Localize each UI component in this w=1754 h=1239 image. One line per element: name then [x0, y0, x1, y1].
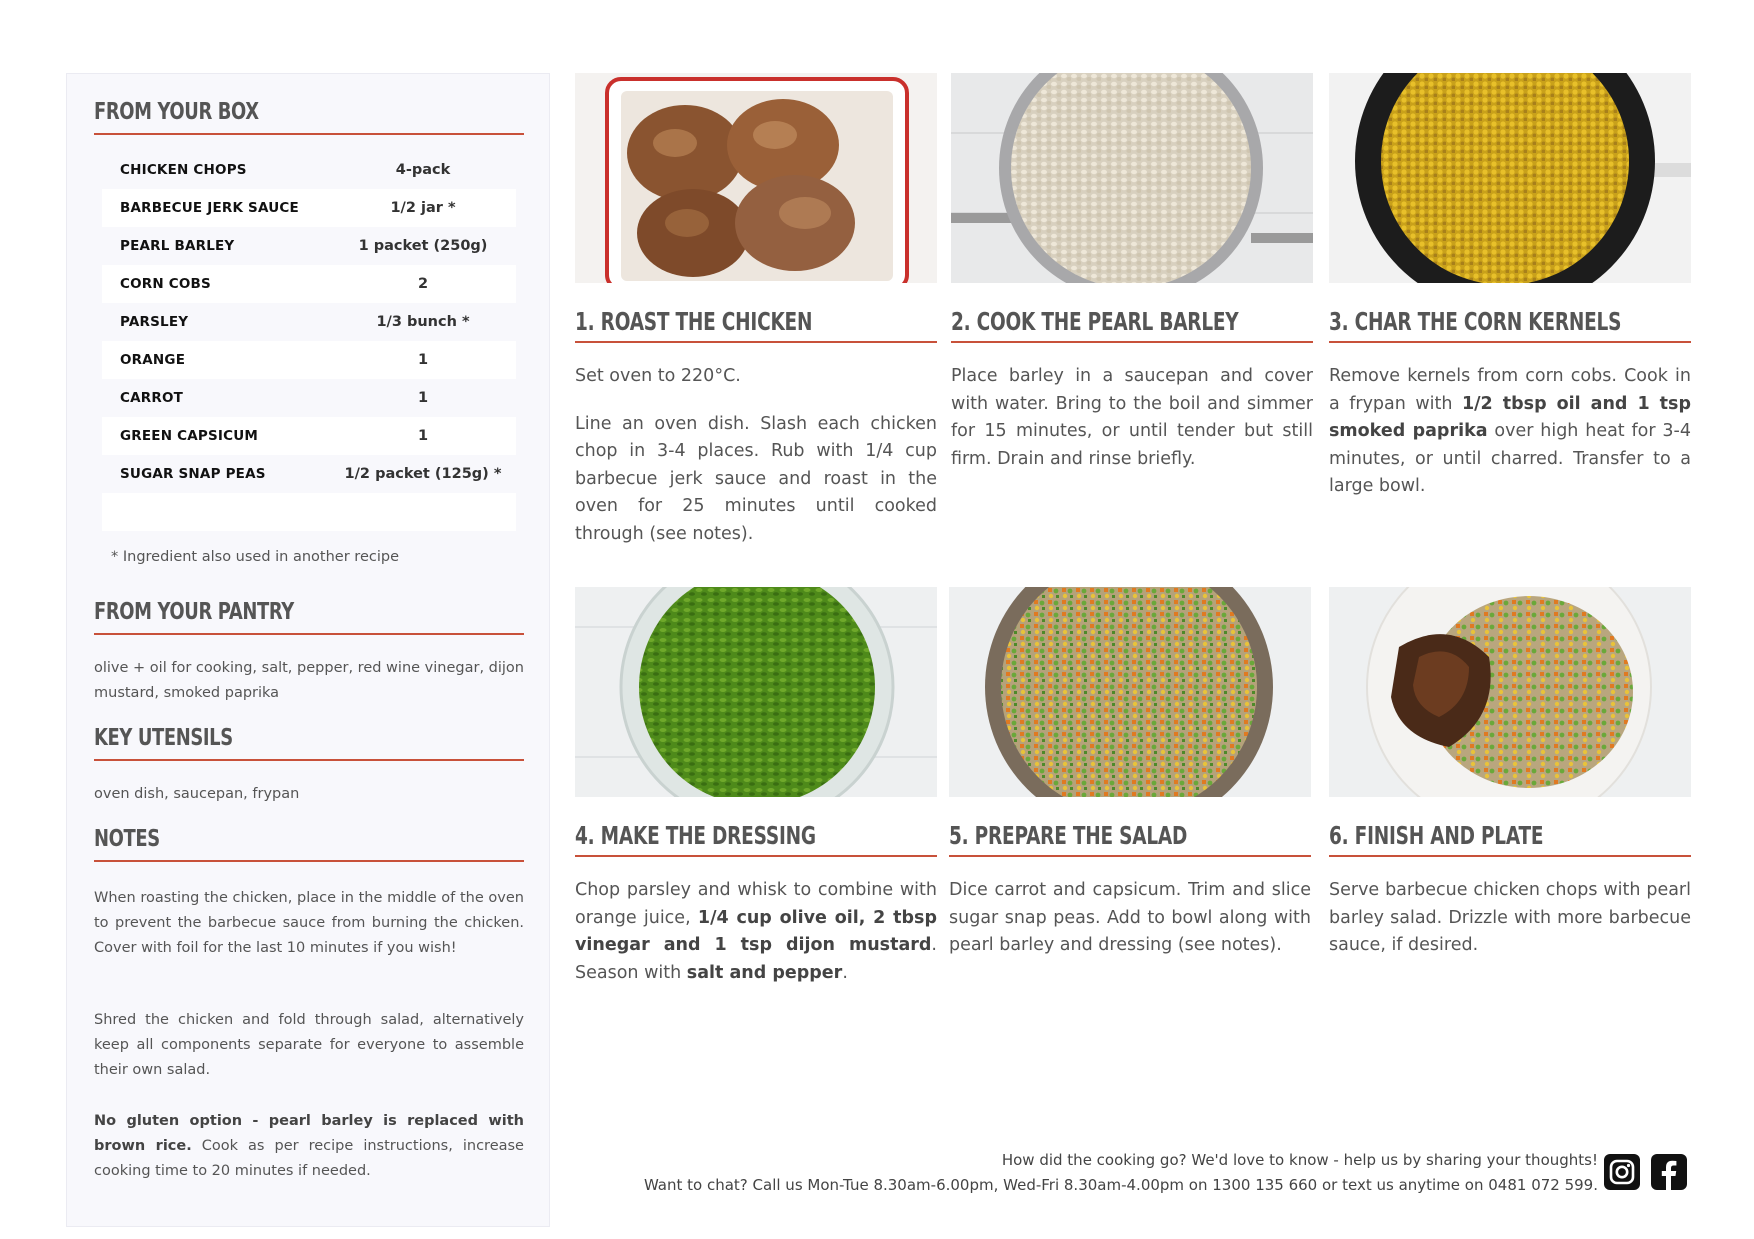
ingredient-name: ORANGE	[120, 352, 186, 368]
ingredient-row	[102, 417, 516, 455]
roast-chicken-photo	[575, 73, 937, 283]
step-text: Serve barbecue chicken chops with pearl barley salad. Drizzle with more barbecue sauce, if desired.	[1329, 880, 1691, 955]
step-4-body	[575, 877, 937, 987]
instagram-icon[interactable]	[1604, 1154, 1640, 1190]
step-5-body	[949, 877, 1311, 960]
notes-paragraph-2: Shred the chicken and fold through salad, alternatively keep all components separate for everyone to assemble their own salad.	[94, 1012, 524, 1078]
step-6	[1329, 587, 1691, 980]
feedback-line: How did the cooking go? We'd love to know - help us by sharing your thoughts!	[1001, 1151, 1598, 1169]
step-2-rule	[951, 341, 1313, 343]
step-3-title: 3. CHAR THE CORN KERNELS	[1329, 307, 1622, 336]
step-2-title: 2. COOK THE PEARL BARLEY	[951, 307, 1239, 336]
step-1-body	[575, 363, 937, 548]
step-6-rule	[1329, 855, 1691, 857]
ingredients-panel	[66, 73, 550, 1227]
ingredient-name: BARBECUE JERK SAUCE	[120, 200, 299, 216]
ingredient-row	[102, 379, 516, 417]
notes-paragraph-1: When roasting the chicken, place in the middle of the oven to prevent the barbecue sauce from burning the chicken. Cover with foil for the last 10 minutes if you wish!	[94, 890, 524, 956]
ingredient-quantity: 4-pack	[395, 162, 451, 178]
box-title: FROM YOUR BOX	[94, 99, 259, 125]
ingredient-row	[102, 341, 516, 379]
barley-salad-photo	[949, 587, 1311, 797]
footer-contact	[644, 1148, 1598, 1198]
step-text: . Season with	[575, 935, 937, 983]
ingredient-name: GREEN CAPSICUM	[120, 428, 259, 444]
step-text: .	[842, 962, 848, 983]
ingredient-quantity: 1	[417, 428, 429, 444]
pantry-title-rule	[94, 633, 524, 635]
ingredient-row	[102, 455, 516, 493]
ingredient-name: PEARL BARLEY	[120, 238, 235, 254]
step-paragraph	[951, 363, 1313, 473]
pantry-title: FROM YOUR PANTRY	[94, 599, 294, 625]
step-bold-text: 1/2 tbsp oil and 1 tsp smoked paprika	[1329, 393, 1691, 441]
facebook-icon[interactable]	[1651, 1154, 1687, 1190]
step-3	[1329, 73, 1691, 521]
step-4-rule	[575, 855, 937, 857]
pearl-barley-photo	[951, 73, 1313, 283]
ingredient-row	[102, 151, 516, 189]
step-text: Place barley in a saucepan and cover with water. Bring to the boil and simmer for 15 minutes, or until tender but still firm. Drain and rinse briefly.	[951, 366, 1313, 469]
pantry-text: olive + oil for cooking, salt, pepper, red wine vinegar, dijon mustard, smoked paprika	[94, 660, 524, 701]
step-text: Line an oven dish. Slash each chicken chop in 3-4 places. Rub with 1/4 cup barbecue jerk sauce and roast in the oven for 25 minutes until cooked through (see notes).	[575, 413, 937, 544]
ingredient-name: PARSLEY	[120, 314, 189, 330]
plated-dish-photo	[1329, 587, 1691, 797]
no-gluten-option: No gluten option - pearl barley is replaced with brown rice.	[94, 1113, 524, 1154]
step-4-title: 4. MAKE THE DRESSING	[575, 821, 816, 850]
ingredient-row	[102, 189, 516, 227]
notes-paragraph-3	[94, 1109, 524, 1184]
step-paragraph	[575, 363, 937, 391]
ingredient-quantity: 1 packet (250g)	[358, 238, 488, 254]
utensils-text: oven dish, saucepan, frypan	[94, 786, 300, 802]
step-bold-text: 1/4 cup olive oil, 2 tbsp vinegar and 1 tsp dijon mustard	[575, 907, 937, 955]
ingredient-row	[102, 227, 516, 265]
step-2	[951, 73, 1313, 493]
step-6-title: 6. FINISH AND PLATE	[1329, 821, 1544, 850]
ingredient-row	[102, 303, 516, 341]
ingredient-quantity: 1/2 packet (125g) *	[344, 466, 502, 482]
step-5-rule	[949, 855, 1311, 857]
ingredient-quantity: 1	[417, 352, 429, 368]
utensils-title: KEY UTENSILS	[94, 725, 233, 751]
step-paragraph	[949, 877, 1311, 960]
ingredient-footnote: * Ingredient also used in another recipe	[111, 549, 399, 565]
ingredient-name: CARROT	[120, 390, 184, 406]
notes-title-rule	[94, 860, 524, 862]
step-1-rule	[575, 341, 937, 343]
step-5	[949, 587, 1311, 980]
step-paragraph	[575, 877, 937, 987]
step-6-body	[1329, 877, 1691, 960]
ingredients-table	[102, 151, 516, 531]
ingredient-row	[102, 265, 516, 303]
step-4	[575, 587, 937, 1007]
step-2-body	[951, 363, 1313, 473]
step-3-body	[1329, 363, 1691, 501]
step-text: Chop parsley and whisk to combine with orange juice,	[575, 880, 937, 928]
step-5-title: 5. PREPARE THE SALAD	[949, 821, 1188, 850]
step-paragraph	[575, 411, 937, 549]
ingredient-quantity: 2	[417, 276, 429, 292]
step-text: Remove kernels from corn cobs. Cook in a frypan with	[1329, 366, 1691, 414]
step-text: over high heat for 3-4 minutes, or until charred. Transfer to a large bowl.	[1329, 421, 1691, 496]
ingredient-quantity: 1/2 jar *	[390, 200, 456, 216]
box-title-rule	[94, 133, 524, 135]
step-bold-text: salt and pepper	[686, 962, 843, 983]
ingredient-quantity: 1/3 bunch *	[376, 314, 470, 330]
step-paragraph	[1329, 877, 1691, 960]
charred-corn-photo	[1329, 73, 1691, 283]
step-text: Set oven to 220°C.	[575, 366, 741, 386]
step-1-title: 1. ROAST THE CHICKEN	[575, 307, 813, 336]
utensils-title-rule	[94, 759, 524, 761]
contact-line: Want to chat? Call us Mon-Tue 8.30am-6.00pm, Wed-Fri 8.30am-4.00pm on 1300 135 660 or text us anytime on 0481 072 599.	[643, 1176, 1598, 1194]
ingredient-row-empty	[102, 493, 516, 531]
ingredient-name: SUGAR SNAP PEAS	[120, 466, 266, 482]
step-paragraph	[1329, 363, 1691, 501]
step-text: Dice carrot and capsicum. Trim and slice sugar snap peas. Add to bowl along with pearl barley and dressing (see notes).	[949, 880, 1311, 955]
parsley-dressing-photo	[575, 587, 937, 797]
ingredient-name: CORN COBS	[120, 276, 211, 292]
notes-title: NOTES	[94, 826, 160, 852]
step-1	[575, 73, 937, 568]
no-gluten-detail: Cook as per recipe instructions, increase cooking time to 20 minutes if needed.	[94, 1138, 524, 1179]
ingredient-name: CHICKEN CHOPS	[120, 162, 247, 178]
ingredient-quantity: 1	[417, 390, 429, 406]
step-3-rule	[1329, 341, 1691, 343]
